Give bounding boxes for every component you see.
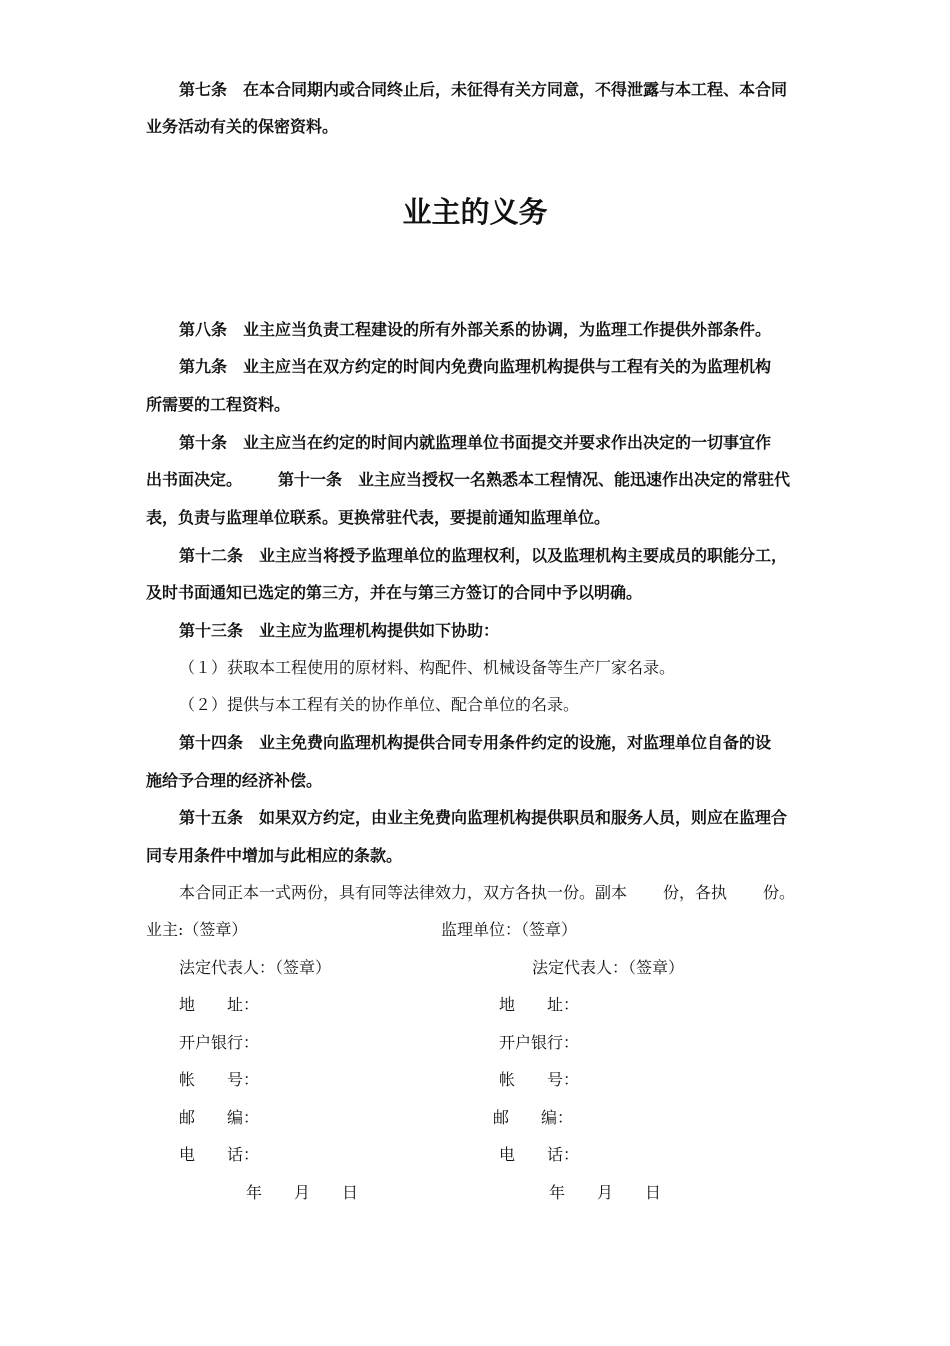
article-7-text: 在本合同期内或合同终止后，未征得有关方同意，不得泄露与本工程、本合同 xyxy=(243,80,788,99)
article-13-item-1: （１）获取本工程使用的原材料、构配件、机械设备等生产厂家名录。 xyxy=(179,658,676,677)
article-12-text: 业主应当将授予监理单位的监理权利，以及监理机构主要成员的职能分工， xyxy=(259,546,788,565)
article-15-text: 如果双方约定，由业主免费向监理机构提供职员和服务人员，则应在监理合 xyxy=(259,808,788,827)
owner-seal-label: 业主:（签章） xyxy=(146,920,248,939)
closing-text: 本合同正本一式两份，具有同等法律效力，双方各执一份。副本 xyxy=(179,883,628,902)
article-11-label: 第十一条 xyxy=(278,470,343,489)
supervisor-bank: 开户银行： xyxy=(499,1033,580,1052)
article-15-label: 第十五条 xyxy=(179,808,244,827)
supervisor-address: 地 址： xyxy=(499,995,580,1014)
article-10-text-2: 出书面决定。 xyxy=(146,470,243,489)
owner-account: 帐 号： xyxy=(179,1070,260,1089)
supervisor-postcode: 邮 编： xyxy=(493,1108,574,1127)
article-13-label: 第十三条 xyxy=(179,621,244,640)
article-12-label: 第十二条 xyxy=(179,546,244,565)
closing-copies-2: 份。 xyxy=(763,883,796,902)
supervisor-phone: 电 话： xyxy=(499,1145,580,1164)
supervisor-seal-label: 监理单位：（签章） xyxy=(441,920,578,939)
article-7-line1 xyxy=(179,80,787,100)
article-13-text: 业主应为监理机构提供如下协助： xyxy=(259,621,500,640)
article-11-line2: 表，负责与监理单位联系。更换常驻代表，要提前通知监理单位。 xyxy=(146,508,611,527)
article-7-label: 第七条 xyxy=(179,80,228,99)
article-10-label: 第十条 xyxy=(179,433,228,452)
article-14-line1 xyxy=(179,733,771,753)
supervisor-date: 年 月 日 xyxy=(549,1183,662,1202)
article-15-line1 xyxy=(179,808,787,828)
article-14-text: 业主免费向监理机构提供合同专用条件约定的设施，对监理单位自备的设 xyxy=(259,733,772,752)
article-14-label: 第十四条 xyxy=(179,733,244,752)
supervisor-legal-rep: 法定代表人：（签章） xyxy=(532,958,685,977)
owner-phone: 电 话： xyxy=(179,1145,260,1164)
article-7-line2: 业务活动有关的保密资料。 xyxy=(146,117,339,136)
section-heading: 业主的义务 xyxy=(402,195,548,229)
article-8-label: 第八条 xyxy=(179,320,228,339)
owner-date: 年 月 日 xyxy=(246,1183,359,1202)
article-14-line2: 施给予合理的经济补偿。 xyxy=(146,771,323,790)
owner-postcode: 邮 编： xyxy=(179,1108,260,1127)
closing-statement xyxy=(179,883,795,903)
article-9-line1 xyxy=(179,357,771,377)
article-10-line1 xyxy=(179,433,771,453)
article-12-line2: 及时书面通知已选定的第三方，并在与第三方签订的合同中予以明确。 xyxy=(146,583,643,602)
owner-address: 地 址： xyxy=(179,995,260,1014)
article-8-line1 xyxy=(179,320,771,340)
article-11-text: 业主应当授权一名熟悉本工程情况、能迅速作出决定的常驻代 xyxy=(358,470,791,489)
article-13-item-2: （２）提供与本工程有关的协作单位、配合单位的名录。 xyxy=(179,695,580,714)
article-13-line1 xyxy=(179,621,499,641)
owner-bank: 开户银行： xyxy=(179,1033,260,1052)
article-9-line2: 所需要的工程资料。 xyxy=(146,395,291,414)
article-10-line2 xyxy=(146,470,790,490)
owner-legal-rep: 法定代表人：（签章） xyxy=(179,958,332,977)
closing-copies-1: 份，各执 xyxy=(663,883,728,902)
supervisor-account: 帐 号： xyxy=(499,1070,580,1089)
article-9-text: 业主应当在双方约定的时间内免费向监理机构提供与工程有关的为监理机构 xyxy=(243,357,772,376)
article-15-line2: 同专用条件中增加与此相应的条款。 xyxy=(146,846,403,865)
article-10-text: 业主应当在约定的时间内就监理单位书面提交并要求作出决定的一切事宜作 xyxy=(243,433,772,452)
article-12-line1 xyxy=(179,546,787,566)
article-8-text: 业主应当负责工程建设的所有外部关系的协调，为监理工作提供外部条件。 xyxy=(243,320,772,339)
article-9-label: 第九条 xyxy=(179,357,228,376)
